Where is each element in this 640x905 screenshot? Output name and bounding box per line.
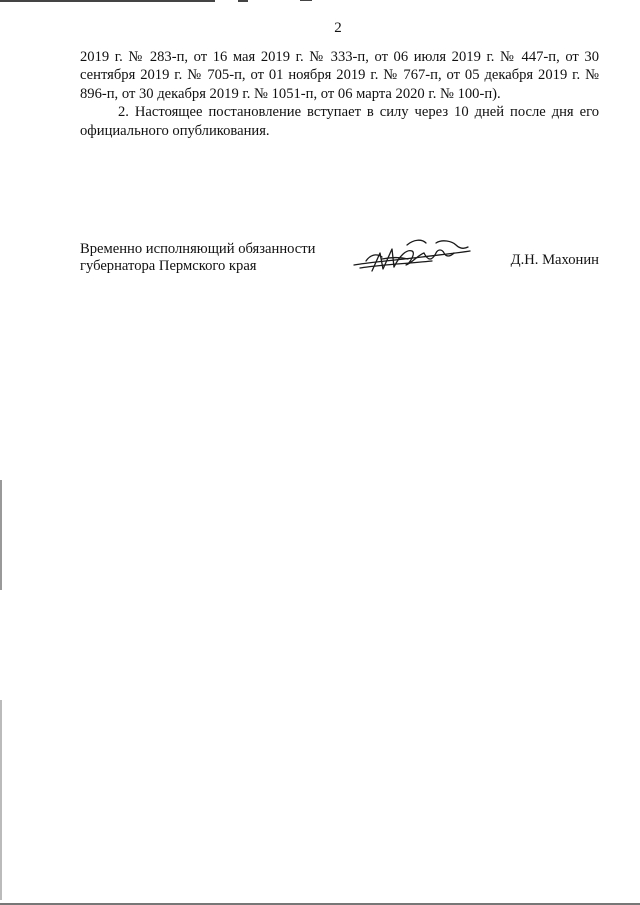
signer-position <box>80 241 315 275</box>
signer-name: Д.Н. Махонин <box>510 252 599 268</box>
handwritten-signature-icon <box>352 235 472 275</box>
scan-top-edge <box>0 0 640 3</box>
document-body <box>80 48 599 140</box>
paragraph-effective-date: 2. Настоящее постановление вступает в силу через 10 дней после дня его официального опубликования. <box>80 104 599 139</box>
paragraph-amendments-list: 2019 г. № 283-п, от 16 мая 2019 г. № 333-п, от 06 июля 2019 г. № 447-п, от 30 сентября 2019 г. № 705-п, от 01 ноября 2019 г. № 767-п, от 05 декабря 2019 г. № 896-п, от 30 декабря 2019 г. № 1051-п, от 06 марта 2020 г. № 100-п). <box>80 49 599 102</box>
page-number: 2 <box>334 20 342 36</box>
signature-block <box>80 241 599 281</box>
scan-left-edge <box>0 480 2 590</box>
scan-left-edge-lower <box>0 700 2 900</box>
signer-position-line1: Временно исполняющий обязанности <box>80 241 316 257</box>
signer-position-line2: губернатора Пермского края <box>80 258 257 274</box>
